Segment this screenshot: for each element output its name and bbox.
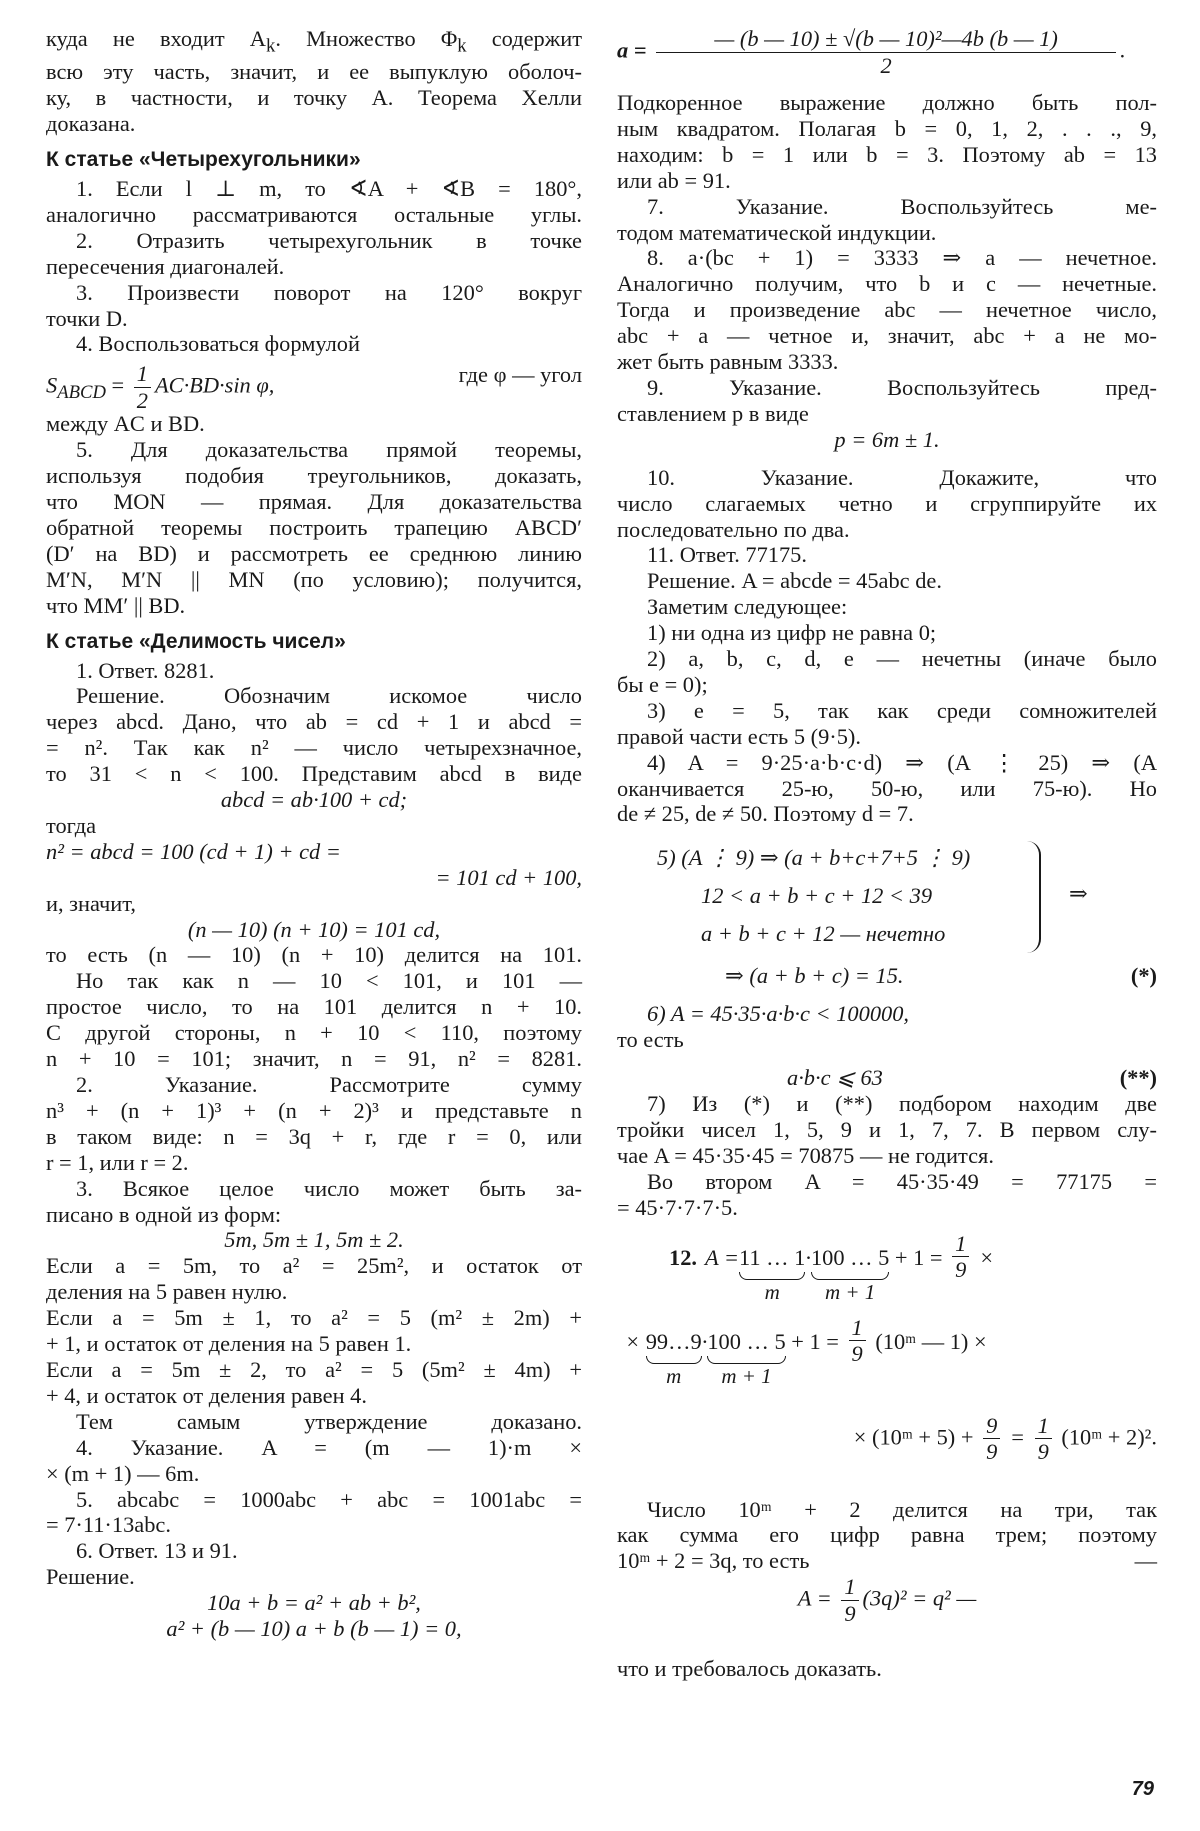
text-line: простое число, то на 101 делится n + 10. (46, 994, 582, 1020)
subscript: ABCD (57, 382, 106, 404)
underbrace-label: m (764, 1280, 780, 1305)
fraction (983, 1413, 1000, 1466)
fraction-denominator: 9 (851, 1341, 863, 1367)
fraction-numerator: — (b — 10) ± √(b — 10)²—4b (b — 1) (656, 26, 1116, 53)
formula-symbol: (10ᵐ — 1) × (869, 1328, 987, 1354)
section-heading: К статье «Четырехугольники» (46, 148, 361, 172)
underbrace-term: 100 … 5 (707, 1328, 786, 1354)
text-line (46, 26, 582, 59)
text-fragment: . Множество Φ (275, 26, 458, 51)
text-line: 1. Если l ⊥ m, то ∢A + ∢B = 180°, (76, 176, 582, 201)
formula-line: 6) A = 45·35·a·b·c < 100000, (647, 1001, 909, 1027)
fraction-denominator: 2 (136, 388, 148, 414)
formula-line: (n — 10) (n + 10) = 101 cd, (187, 916, 441, 942)
formula-line (617, 1314, 1157, 1401)
text-line: деления на 5 равен нулю. (46, 1279, 288, 1305)
text-line: 1) ни одна из цифр не равна 0; (647, 620, 937, 646)
text-line: n³ + (n + 1)³ + (n + 2)³ и представьте n (46, 1097, 582, 1123)
formula-symbol: . (1120, 37, 1126, 63)
formula-line: 5m, 5m ± 1, 5m ± 2. (224, 1227, 404, 1253)
equation-tag: (**) (1119, 1065, 1157, 1091)
text-line: 9. Указание. Воспользуйтесь пред- (647, 374, 1157, 400)
formula-symbol: a·b·c ⩽ 63 (787, 1065, 883, 1091)
formula-line (617, 963, 1157, 989)
text-line: Тогда и произведение abc — нечетное число, (617, 297, 1157, 323)
formula-symbol: A = (797, 1585, 838, 1611)
formula-symbol: = (1004, 1423, 1031, 1449)
page-number: 79 (1131, 1778, 1154, 1800)
text-line: abc + a — четное и, значит, abc + a не мо- (617, 323, 1157, 349)
text-line: Подкоренное выражение должно быть пол- (617, 90, 1157, 115)
text-line: = 45·7·7·7·5. (617, 1194, 738, 1220)
text-line: тройки чисел 1, 5, 9 и 1, 7, 7. В первом слу- (617, 1116, 1157, 1142)
fraction (1035, 1413, 1052, 1466)
text-line: в таком виде: n = 3q + r, где r = 0, или (46, 1123, 582, 1149)
text-line: r = 1, или r = 2. (46, 1149, 189, 1175)
formula-symbol: × (973, 1244, 995, 1270)
text-line: 5. Для доказательства прямой теоремы, (76, 437, 582, 463)
formula-line (46, 357, 582, 414)
fraction-denominator: 9 (986, 1439, 998, 1465)
text-line: ставлением p в виде (617, 400, 809, 426)
formula-line (617, 1230, 1157, 1317)
text-fragment: куда не входит A (46, 26, 266, 51)
text-line: Тем самым утверждение доказано. (76, 1408, 582, 1434)
underbrace-label: m + 1 (824, 1280, 876, 1305)
text-line: 4. Указание. A = (m — 1)·m × (76, 1434, 582, 1460)
formula-symbol: a = (617, 37, 653, 63)
formula-symbol: = (105, 372, 130, 398)
formula-symbol: · (805, 1244, 811, 1270)
text-line: С другой стороны, n + 10 < 110, поэтому (46, 1020, 582, 1046)
text-line: Число 10ᵐ + 2 делится на три, так (647, 1496, 1157, 1522)
right-column (617, 26, 1157, 1682)
text-line: 3. Всякое целое число может быть за- (76, 1175, 582, 1201)
text-line: 11. Ответ. 77175. (647, 542, 807, 568)
implies-arrow: ⇒ (1069, 881, 1088, 907)
formula-line (617, 26, 1157, 90)
underbrace-group (739, 1245, 805, 1307)
fraction-numerator: 1 (849, 1315, 866, 1342)
text-line: писано в одной из форм: (46, 1201, 282, 1227)
text-line: то 31 < n < 100. Представим abcd в виде (46, 761, 582, 787)
underbrace (739, 1272, 805, 1280)
text-line: между AC и BD. (46, 411, 205, 437)
text-line: как сумма его цифр равна трем; поэтому (617, 1522, 1157, 1548)
text-line: (D′ на BD) и рассмотреть ее среднюю линию (46, 540, 582, 566)
text-line: 2. Указание. Рассмотрите сумму (76, 1072, 582, 1097)
text-line: правой части есть 5 (9·5). (617, 723, 861, 749)
underbrace (811, 1272, 889, 1280)
text-line: бы e = 0); (617, 671, 708, 697)
text-line: обратной теоремы построить трапецию ABCD′ (46, 514, 582, 540)
formula-line: abcd = ab·100 + cd; (220, 787, 408, 813)
text-line: = n². Так как n² — число четырехзначное, (46, 735, 582, 761)
text-line: всю эту часть, значит, и ее выпуклую оболоч- (46, 59, 582, 85)
formula-symbol: · (701, 1328, 708, 1354)
text-line: Во втором A = 45·35·49 = 77175 = (647, 1168, 1157, 1194)
text-line: × (m + 1) — 6m. (46, 1460, 200, 1486)
text-line: то есть (n — 10) (n + 10) делится на 101. (46, 942, 582, 968)
text-line: тогда (46, 812, 97, 838)
right-brace (1027, 841, 1041, 953)
underbrace-label: m + 1 (721, 1364, 772, 1389)
text-line: ку, в частности, и точку A. Теорема Хелли (46, 85, 582, 111)
text-line: Аналогично получим, что b и c — нечетные. (617, 271, 1157, 297)
problem-number: 12. (669, 1244, 697, 1270)
formula-line (617, 1574, 1157, 1632)
fraction (841, 1574, 858, 1627)
text-line: 3. Произвести поворот на 120° вокруг (76, 279, 582, 305)
text-line: + 1, и остаток от деления на 5 равен 1. (46, 1331, 412, 1357)
text-line: пересечения диагоналей. (46, 253, 285, 279)
text-line: = 7·11·13abc. (46, 1512, 171, 1538)
text-line: Решение. (46, 1564, 135, 1590)
text-line: M′N, M′N || MN (по условию); получится, (46, 566, 582, 592)
formula-line: p = 6m ± 1. (834, 426, 940, 452)
section-heading: К статье «Делимость чисел» (46, 629, 346, 653)
fraction-numerator: 9 (983, 1413, 1000, 1440)
fraction-numerator: 1 (134, 361, 151, 388)
formula-symbol: + 1 = (889, 1244, 949, 1270)
formula-symbol: AC·BD·sin φ, (154, 372, 275, 398)
text-line: Но так как n — 10 < 101, и 101 — (76, 968, 582, 994)
subscript: k (265, 35, 276, 57)
text-line: Если a = 5m ± 1, то a² = 5 (m² ± 2m) + (46, 1305, 582, 1331)
text-line: что MM′ || BD. (46, 592, 186, 618)
system-line: 5) (A ⋮ 9) ⇒ (a + b+c+7+5 ⋮ 9) (657, 845, 971, 871)
brace-system (617, 839, 1157, 963)
formula-symbol: A = (705, 1244, 739, 1270)
text-line: доказана. (46, 111, 136, 137)
fraction-denominator: 9 (955, 1257, 967, 1283)
underbrace-term: 100 … 5 (810, 1244, 890, 1270)
text-fragment: 10ᵐ + 2 = 3q, то есть (617, 1548, 810, 1574)
formula-symbol: + 1 = (785, 1328, 845, 1354)
formula-line: a² + (b — 10) a + b (b — 1) = 0, (166, 1616, 462, 1642)
text-line: ным квадратом. Полагая b = 0, 1, 2, . . ., 9, (617, 115, 1157, 141)
text-line: 3) e = 5, так как среди сомножителей (647, 697, 1157, 723)
text-fragment: где φ — угол (458, 362, 582, 388)
fraction-denominator: 9 (844, 1601, 856, 1627)
fraction (656, 26, 1116, 79)
text-line: находим: b = 1 или b = 3. Поэтому ab = 13 (617, 141, 1157, 167)
formula-line: 10a + b = a² + ab + b², (207, 1590, 421, 1616)
fraction (849, 1315, 866, 1368)
left-column (46, 26, 582, 1642)
formula-line (617, 1413, 1157, 1473)
text-line: 2) a, b, c, d, e — нечетны (иначе было (647, 646, 1157, 672)
text-line: последовательно по два. (617, 516, 850, 542)
text-line: Решение. Обозначим искомое число (76, 683, 582, 709)
text-line: число слагаемых четно и сгруппируйте их (617, 490, 1157, 516)
text-line: 8. a·(bc + 1) = 3333 ⇒ a — нечетное. (647, 245, 1157, 271)
underbrace-term: 11 … 1 (738, 1244, 806, 1270)
text-line: оканчивается 25-ю, 50-ю, или 75-ю). Но (617, 775, 1157, 801)
text-line: n + 10 = 101; значит, n = 91, n² = 8281. (46, 1046, 582, 1072)
text-line: 10. Указание. Докажите, что (647, 464, 1157, 490)
text-line: + 4, и остаток от деления равен 4. (46, 1382, 367, 1408)
formula-symbol: × (625, 1328, 646, 1354)
formula-symbol: × (10ᵐ + 5) + (853, 1423, 980, 1449)
formula-symbol: (3q)² = q² — (862, 1585, 977, 1611)
formula-symbol: ⇒ (a + b + c) = 15. (725, 963, 904, 989)
text-line: чае A = 45·35·45 = 70875 — не годится. (617, 1142, 994, 1168)
text-line: Если a = 5m, то a² = 25m², и остаток от (46, 1253, 582, 1279)
fraction (952, 1231, 969, 1284)
text-line (617, 1548, 1157, 1574)
text-line: Заметим следующее: (647, 594, 848, 620)
formula-line: = 101 cd + 100, (435, 864, 582, 890)
fraction-numerator: 1 (1035, 1413, 1052, 1440)
text-line: 4. Воспользоваться формулой (76, 331, 360, 357)
system-line: a + b + c + 12 — нечетно (701, 921, 946, 947)
text-line: точки D. (46, 305, 128, 331)
fraction-numerator: 1 (952, 1231, 969, 1258)
text-line: используя подобия треугольников, доказать, (46, 463, 582, 489)
text-line: 7. Указание. Воспользуйтесь ме- (647, 193, 1157, 219)
underbrace-label: m (666, 1364, 682, 1389)
text-line: то есть (617, 1027, 684, 1053)
underbrace-group (811, 1245, 889, 1307)
formula-symbol: S (46, 372, 58, 398)
text-line: 5. abcabc = 1000abc + abc = 1001abc = (76, 1486, 582, 1512)
formula-line: n² = abcd = 100 (cd + 1) + cd = (46, 838, 341, 864)
text-line: de ≠ 25, de ≠ 50. Поэтому d = 7. (617, 801, 914, 827)
fraction (134, 361, 151, 414)
underbrace (646, 1356, 702, 1364)
text-line: аналогично рассматриваются остальные углы. (46, 201, 582, 227)
text-line: 7) Из (*) и (**) подбором находим две (647, 1091, 1157, 1116)
text-line: что и требовалось доказать. (617, 1656, 882, 1682)
text-line: тодом математической индукции. (617, 219, 937, 245)
text-line: 2. Отразить четырехугольник в точке (76, 227, 582, 253)
subscript: k (457, 35, 467, 57)
text-fragment: содержит (466, 26, 582, 51)
formula-line (617, 1065, 1157, 1091)
text-line: 6. Ответ. 13 и 91. (76, 1538, 238, 1564)
text-line: жет быть равным 3333. (617, 349, 839, 375)
text-line: 1. Ответ. 8281. (76, 657, 215, 683)
underbrace-term: 99…9 (645, 1328, 702, 1354)
text-line: что MON — прямая. Для доказательства (46, 489, 582, 515)
equation-tag: (*) (1130, 963, 1157, 989)
formula-symbol: (10ᵐ + 2)². (1055, 1423, 1157, 1449)
text-fragment: — (1134, 1548, 1157, 1574)
text-line: Если a = 5m ± 2, то a² = 5 (5m² ± 4m) + (46, 1356, 582, 1382)
text-line: или ab = 91. (617, 167, 731, 193)
fraction-numerator: 1 (841, 1574, 858, 1601)
text-line: через abcd. Дано, что ab = cd + 1 и abcd = (46, 709, 582, 735)
fraction-denominator: 9 (1037, 1439, 1049, 1465)
text-line: 4) A = 9·25·a·b·c·d) ⇒ (A ⋮ 25) ⇒ (A (647, 749, 1157, 775)
underbrace-group (707, 1329, 785, 1391)
underbrace-group (646, 1329, 702, 1391)
text-line: Решение. A = abcde = 45abc de. (647, 568, 942, 594)
fraction-denominator: 2 (880, 52, 892, 78)
underbrace (707, 1356, 785, 1364)
text-line: и, значит, (46, 890, 136, 916)
system-line: 12 < a + b + c + 12 < 39 (701, 883, 933, 909)
